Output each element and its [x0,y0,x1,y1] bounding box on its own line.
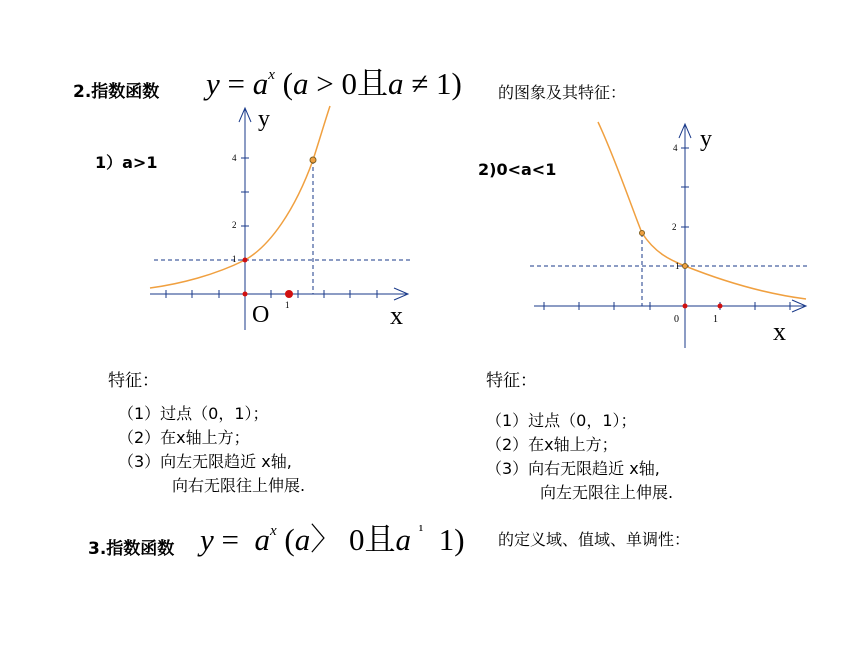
case1-label: 1）a>1 [95,153,158,172]
section2-formula: $y = a^x$ (a > 0且a ≠ 1) [206,66,462,101]
case2-origin-label: 0 [674,314,679,325]
case1-features-title: 特征： [108,371,159,391]
case2-y-label: y [700,126,712,152]
case1-point-0-1 [243,258,248,263]
case2-tick-y1: 1 [675,261,680,271]
case1-feature-4: 向右无限往上伸展. [172,476,306,495]
case1-tick-x1: 1 [285,300,290,310]
case2-feature-1: （1）过点（0，1）； [486,411,637,430]
case1-features-list [118,402,305,498]
case2-features-title: 特征： [486,371,537,391]
case1-origin-point [243,292,248,297]
case1-curve [150,106,330,288]
case1-tick-y1: 1 [232,254,237,264]
case2-tick-y2: 2 [672,222,677,232]
case2-graph [530,118,820,350]
case1-feature-1: （1）过点（0，1）； [118,404,269,423]
case2-feature-3: （3）向右无限趋近 x轴, [486,459,660,478]
case2-point-left [640,231,645,236]
case2-features-list [486,409,673,505]
case1-x-label: x [390,301,403,330]
case2-label: 2)0<a<1 [478,160,557,179]
section3-suffix: 的定义域、值域、单调性： [498,530,691,549]
case1-point-top [310,157,316,163]
case1-origin-label: O [252,302,270,328]
case2-feature-2: （2）在x轴上方； [486,435,618,454]
case2-x-label: x [773,317,786,346]
case2-origin-point [683,304,688,309]
case1-tick-y2: 2 [232,220,237,230]
case1-feature-3: （3）向左无限趋近 x轴, [118,452,292,471]
section3-formula: $y = a^x$ (a〉 0且a $^{^1}$ 1) [200,522,465,557]
case2-point-x1 [718,304,723,309]
case1-tick-y4: 4 [232,153,237,163]
case2-tick-x1: 1 [713,314,718,325]
case1-feature-2: （2）在x轴上方； [118,428,250,447]
section3-heading: 3.指数函数 [88,539,175,559]
case2-point-0-1 [683,264,688,269]
section2-suffix: 的图象及其特征： [498,83,627,102]
section2-heading: 2.指数函数 [73,82,160,102]
case2-tick-y4: 4 [673,143,678,153]
case1-y-label: y [258,106,270,132]
case1-point-x1 [285,290,293,298]
case2-feature-4: 向左无限往上伸展. [540,483,674,502]
case1-graph [140,100,430,330]
